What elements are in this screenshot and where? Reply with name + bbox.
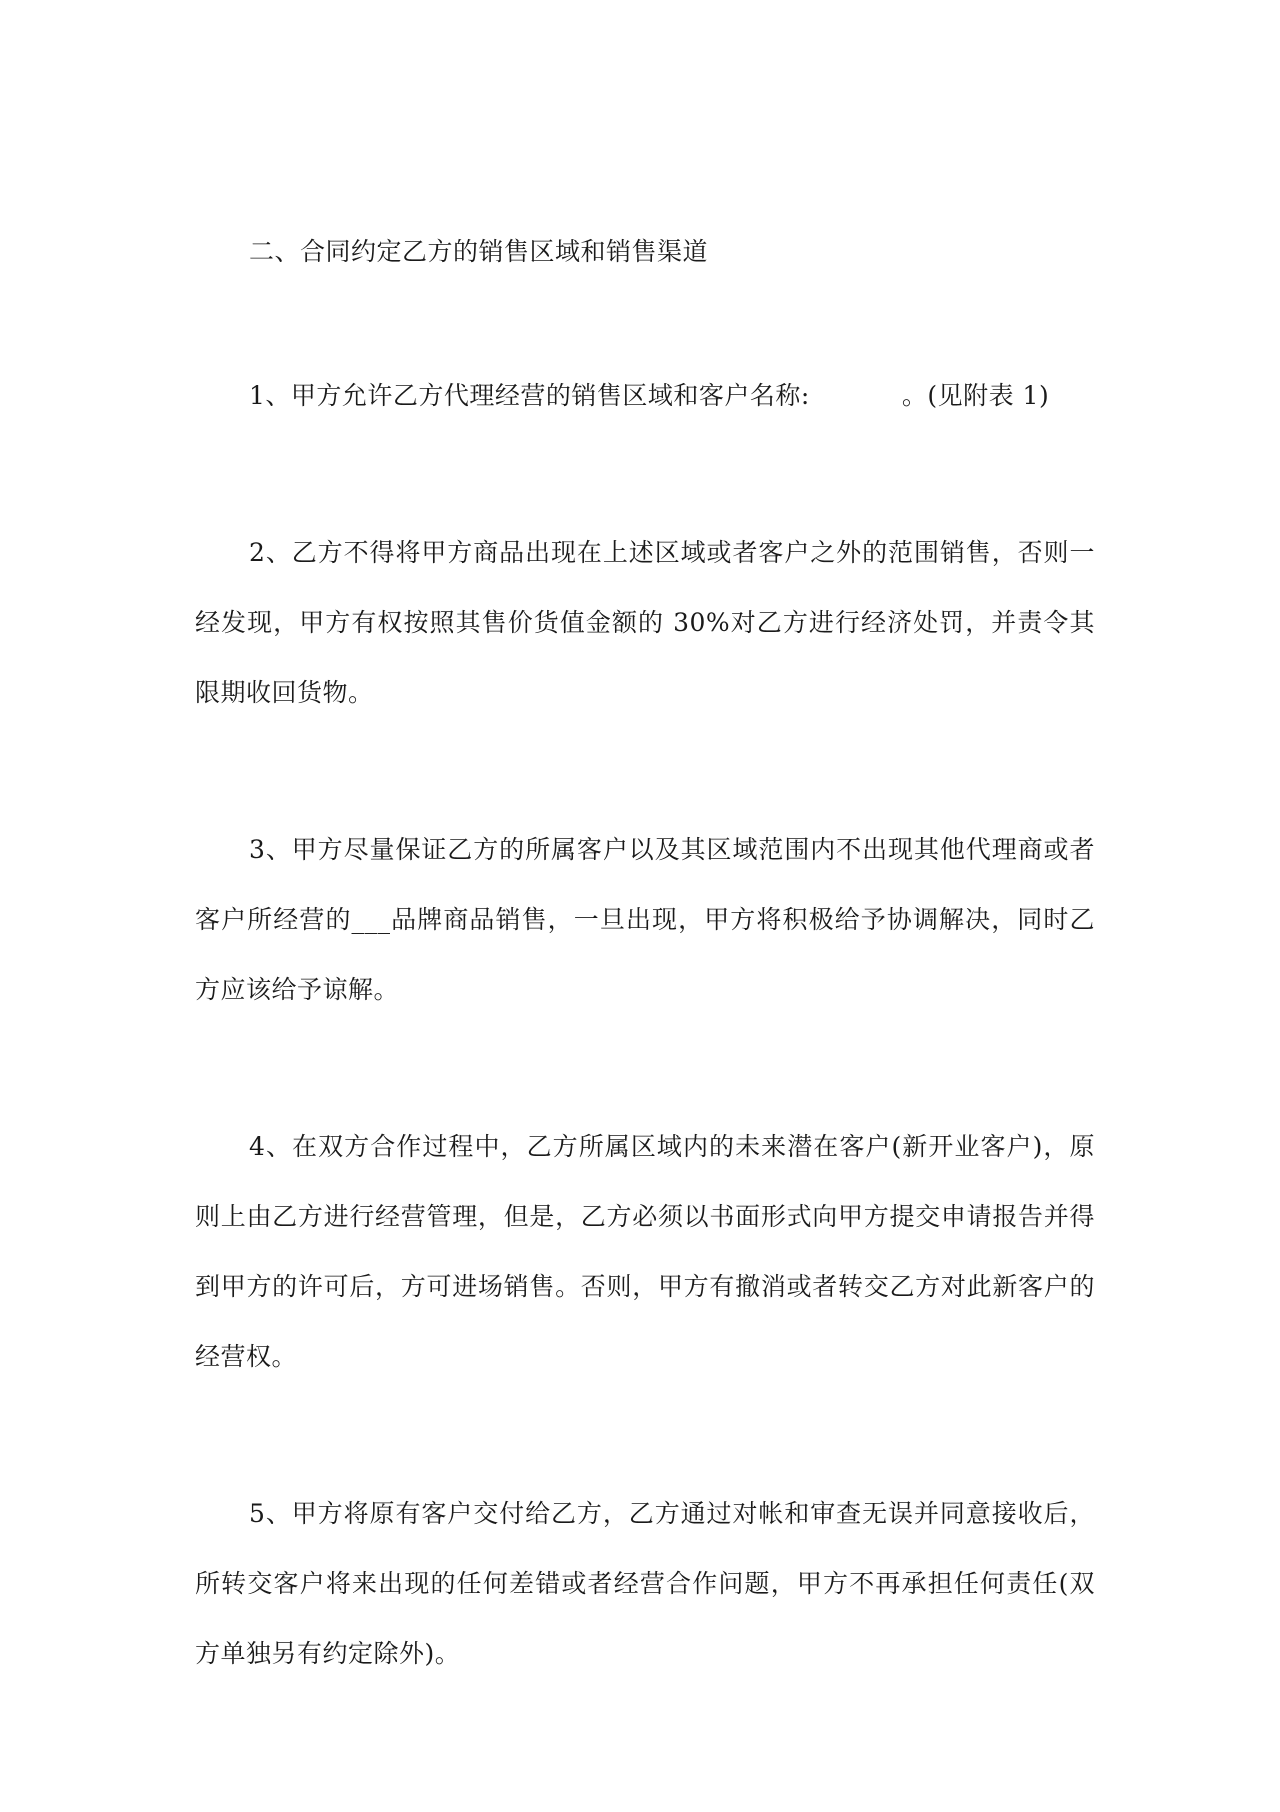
spacer — [195, 728, 1095, 815]
clause-2: 2、乙方不得将甲方商品出现在上述区域或者客户之外的范围销售，否则一经发现，甲方有权按照其售价货值金额的 30%对乙方进行经济处罚，并责令其限期收回货物。 — [195, 538, 1095, 707]
clause-5: 5、甲方将原有客户交付给乙方，乙方通过对帐和审查无误并同意接收后，所转交客户将来出现的任何差错或者经营合作问题，甲方不再承担任何责任(双方单独另有约定除外)。 — [195, 1499, 1095, 1668]
spacer — [195, 431, 1095, 518]
spacer — [195, 1025, 1095, 1112]
spacer — [195, 272, 1095, 361]
section-heading: 二、合同约定乙方的销售区域和销售渠道 — [249, 237, 709, 266]
document-body — [195, 232, 1095, 1689]
clause-1-text: 1、甲方允许乙方代理经营的销售区域和客户名称: — [249, 381, 810, 410]
clause-1-suffix: 。(见附表 1) — [901, 381, 1050, 410]
clause-4: 4、在双方合作过程中，乙方所属区域内的未来潜在客户(新开业客户)，原则上由乙方进行经营管理，但是，乙方必须以书面形式向甲方提交申请报告并得到甲方的许可后，方可进场销售。否则，甲方有撤消或者转交乙方对此新客户的经营权。 — [195, 1132, 1095, 1371]
clause-1 — [195, 361, 1095, 431]
spacer — [195, 1392, 1095, 1479]
clause-3: 3、甲方尽量保证乙方的所属客户以及其区域范围内不出现其他代理商或者客户所经营的___品牌商品销售，一旦出现，甲方将积极给予协调解决，同时乙方应该给予谅解。 — [195, 835, 1095, 1004]
